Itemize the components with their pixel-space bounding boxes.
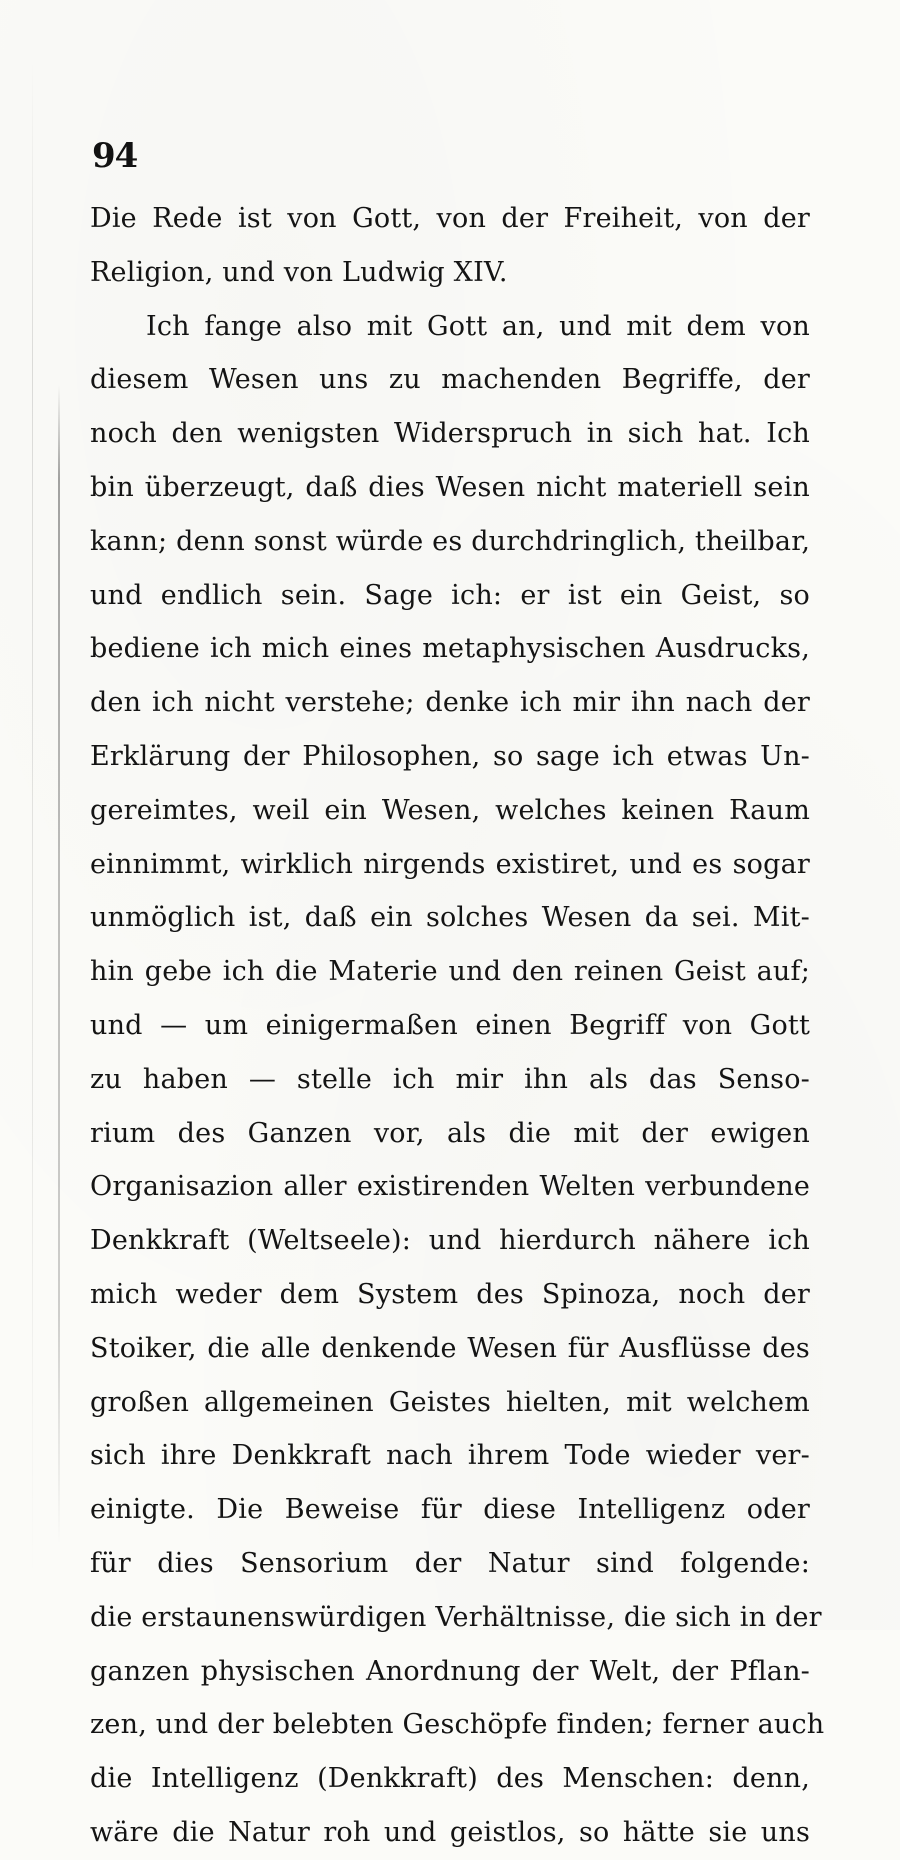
text-line: rium des Ganzen vor, als die mit der ewigen [90, 1117, 810, 1149]
page-number: 94 [92, 136, 138, 176]
text-line: großen allgemeinen Geistes hielten, mit welchem [90, 1386, 810, 1418]
text-line: die Intelligenz (Denkkraft) des Menschen: denn, [90, 1763, 810, 1795]
text-line: Religion, und von Ludwig XIV. [90, 256, 508, 288]
text-line: Die Rede ist von Gott, von der Freiheit, von der [90, 203, 810, 234]
text-line: mich weder dem System des Spinoza, noch der [90, 1278, 810, 1310]
text-line: die erstaunenswürdigen Verhältnisse, die sich in der [90, 1601, 822, 1633]
text-line: unmöglich ist, daß ein solches Wesen da sei. Mit- [90, 902, 810, 934]
text-line: diesem Wesen uns zu machenden Begriffe, der [90, 364, 810, 396]
body-text [90, 192, 825, 1860]
text-line: kann; denn sonst würde es durchdringlich, theilbar, [90, 525, 811, 557]
text-line: wäre die Natur roh und geistlos, so hätte sie uns [90, 1816, 810, 1848]
text-line: ganzen physischen Anordnung der Welt, der Pflan- [90, 1655, 810, 1687]
text-line: sich ihre Denkkraft nach ihrem Tode wieder ver- [90, 1440, 810, 1472]
text-line: und — um einigermaßen einen Begriff von Gott [90, 1009, 810, 1041]
text-line: Organisazion aller existirenden Welten verbundene [90, 1171, 810, 1203]
text-line: Ich fange also mit Gott an, und mit dem von [146, 310, 810, 342]
text-line: einigte. Die Beweise für diese Intelligenz oder [90, 1494, 810, 1526]
text-line: zu haben — stelle ich mir ihn als das Senso- [90, 1063, 810, 1095]
text-line: hin gebe ich die Materie und den reinen Geist auf; [90, 956, 810, 988]
text-line: gereimtes, weil ein Wesen, welches keinen Raum [90, 794, 810, 826]
text-line: Denkkraft (Weltseele): und hierdurch nähere ich [90, 1225, 810, 1257]
text-line: bediene ich mich eines metaphysischen Ausdrucks, [90, 633, 810, 665]
text-line: noch den wenigsten Widerspruch in sich hat. Ich [90, 418, 810, 450]
text-line: Stoiker, die alle denkende Wesen für Ausflüsse des [90, 1332, 810, 1364]
text-line: zen, und der belebten Geschöpfe finden; ferner auch [90, 1709, 825, 1741]
text-line: für dies Sensorium der Natur sind folgende: [90, 1547, 810, 1579]
text-line: bin überzeugt, daß dies Wesen nicht materiell sein [90, 471, 810, 503]
text-line: und endlich sein. Sage ich: er ist ein Geist, so [90, 579, 810, 611]
text-line: Erklärung der Philosophen, so sage ich etwas Un- [90, 740, 810, 772]
text-line: den ich nicht verstehe; denke ich mir ihn nach der [90, 687, 810, 719]
margin-mark [58, 385, 60, 1545]
page-edge-shadow [32, 60, 33, 1580]
text-line: einnimmt, wirklich nirgends existiret, und es sogar [90, 848, 810, 880]
